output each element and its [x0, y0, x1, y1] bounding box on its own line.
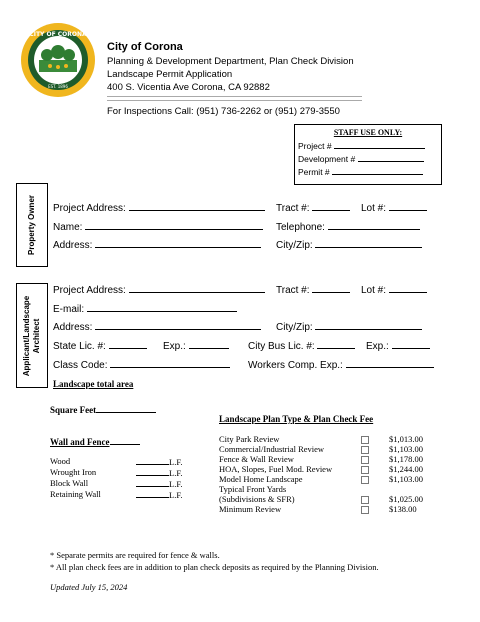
development-number-label: Development # [298, 154, 356, 164]
fee-row [219, 444, 444, 454]
exp1-field[interactable] [189, 339, 229, 349]
owner-address-label: Address: [53, 240, 93, 251]
applicant-project-address-label: Project Address: [53, 285, 126, 296]
wall-item-input[interactable] [136, 489, 183, 501]
wall-item-label: Wrought Iron [50, 467, 97, 477]
applicant-label [22, 295, 42, 375]
state-lic-field[interactable] [109, 339, 147, 349]
applicant-exp1 [163, 339, 229, 352]
owner-city-zip-field[interactable] [315, 238, 422, 248]
fee-row [219, 484, 444, 494]
applicant-address [53, 320, 261, 333]
fee-label: Minimum Review [219, 504, 282, 514]
fee-amount: $1,244.00 [389, 464, 423, 474]
wall-item-label: Block Wall [50, 478, 89, 488]
owner-address [53, 238, 261, 251]
owner-tract [276, 201, 350, 214]
fee-checkbox[interactable] [361, 456, 369, 464]
fee-label: Commercial/Industrial Review [219, 444, 325, 454]
fee-label: Model Home Landscape [219, 474, 303, 484]
applicant-label-line1: Applicant/Landscape [22, 295, 31, 376]
fee-amount: $1,103.00 [389, 444, 423, 454]
staff-use-title: STAFF USE ONLY: [333, 128, 403, 137]
permit-number-field[interactable] [332, 166, 423, 175]
owner-name-label: Name: [53, 222, 83, 233]
fee-row [219, 494, 444, 504]
fee-label: Typical Front Yards [219, 484, 287, 494]
development-number-field[interactable] [358, 153, 424, 162]
applicant-workers-comp [248, 358, 434, 371]
fee-checkbox[interactable] [361, 476, 369, 484]
applicant-lot [361, 283, 427, 296]
fee-amount: $1,013.00 [389, 434, 423, 444]
development-number-row [298, 153, 441, 164]
notes [50, 549, 379, 573]
seal-text-bottom: EST. 1896 [48, 84, 68, 89]
owner-telephone [276, 220, 420, 233]
permit-number-row [298, 166, 441, 177]
applicant-address-label: Address: [53, 322, 93, 333]
owner-city-zip [276, 238, 422, 251]
fee-checkbox[interactable] [361, 446, 369, 454]
applicant-state-lic [53, 339, 147, 352]
class-code-label: Class Code: [53, 360, 108, 371]
applicant-tract-label: Tract #: [276, 285, 310, 296]
fee-table [219, 434, 444, 514]
applicant-city-bus-lic [248, 339, 355, 352]
class-code-field[interactable] [110, 358, 230, 368]
applicant-email-label: E-mail: [53, 304, 85, 315]
page-title: City of Corona [107, 41, 183, 53]
fee-label: (Subdivisions & SFR) [219, 494, 295, 504]
owner-address-field[interactable] [95, 238, 261, 248]
wall-fence-heading-label: Wall and Fence [50, 437, 110, 447]
owner-telephone-label: Telephone: [276, 222, 325, 233]
applicant-address-field[interactable] [95, 320, 261, 330]
fee-checkbox[interactable] [361, 466, 369, 474]
form-title: Landscape Permit Application [107, 69, 233, 80]
applicant-city-zip-field[interactable] [315, 320, 422, 330]
owner-project-address [53, 201, 265, 214]
project-number-row [298, 140, 441, 151]
wall-item-label: Retaining Wall [50, 489, 101, 499]
applicant-class-code [53, 358, 230, 371]
header-divider [107, 96, 362, 101]
address-line: 400 S. Vicentia Ave Corona, CA 92882 [107, 82, 270, 93]
applicant-box [16, 283, 48, 388]
owner-project-address-field[interactable] [129, 201, 265, 211]
applicant-city-zip [276, 320, 422, 333]
fee-amount: $1,103.00 [389, 474, 423, 484]
note-plan-check-fees: * All plan check fees are in addition to plan check deposits as required by the Planning Division. [50, 562, 379, 572]
owner-tract-field[interactable] [312, 201, 350, 211]
city-seal [20, 22, 96, 98]
city-bus-lic-field[interactable] [317, 339, 355, 349]
wall-fence-heading [50, 435, 140, 447]
owner-city-zip-label: City/Zip: [276, 240, 313, 251]
fee-row [219, 504, 444, 514]
project-number-field[interactable] [334, 140, 425, 149]
fee-checkbox[interactable] [361, 496, 369, 504]
fee-checkbox[interactable] [361, 436, 369, 444]
owner-name [53, 220, 263, 233]
landscape-total-area: Landscape total area [53, 379, 134, 389]
workers-comp-label: Workers Comp. Exp.: [248, 360, 343, 371]
fee-row [219, 454, 444, 464]
applicant-lot-label: Lot #: [361, 285, 387, 296]
inspections-line: For Inspections Call: (951) 736-2262 or (951) 279-3550 [107, 106, 340, 117]
fee-checkbox[interactable] [361, 506, 369, 514]
state-lic-label: State Lic. #: [53, 341, 106, 352]
fee-label: City Park Review [219, 434, 280, 444]
applicant-label-line2: Architect [32, 318, 41, 353]
property-owner-label: Property Owner [27, 194, 36, 256]
square-feet-label: Square Feet [50, 405, 97, 415]
wall-item-unit: L.F. [169, 479, 183, 489]
owner-lot [361, 201, 427, 214]
owner-lot-label: Lot #: [361, 203, 387, 214]
permit-number-label: Permit # [298, 167, 330, 177]
plan-type-heading: Landscape Plan Type & Plan Check Fee [219, 414, 374, 424]
note-fence-permits: * Separate permits are required for fence & walls. [50, 550, 220, 560]
applicant-lot-field[interactable] [389, 283, 427, 293]
fee-row [219, 464, 444, 474]
applicant-city-zip-label: City/Zip: [276, 322, 313, 333]
owner-project-address-label: Project Address: [53, 203, 126, 214]
fee-amount: $1,178.00 [389, 454, 423, 464]
seal-text-top: CITY OF CORONA [29, 31, 87, 38]
wall-item-unit: L.F. [169, 490, 183, 500]
applicant-email [53, 302, 237, 315]
fee-row [219, 434, 444, 444]
owner-name-field[interactable] [85, 220, 263, 230]
staff-use-box [294, 124, 442, 185]
applicant-email-field[interactable] [87, 302, 237, 312]
wall-item-unit: L.F. [169, 457, 183, 467]
wall-item-unit: L.F. [169, 468, 183, 478]
owner-lot-field[interactable] [389, 201, 427, 211]
updated-date: Updated July 15, 2024 [50, 582, 128, 592]
wall-fence-heading-rule [110, 435, 140, 445]
applicant-project-address [53, 283, 265, 296]
square-feet-field[interactable] [96, 403, 156, 413]
applicant-tract [276, 283, 350, 296]
fee-label: Fence & Wall Review [219, 454, 294, 464]
square-feet-row [50, 403, 156, 415]
city-bus-lic-label: City Bus Lic. #: [248, 341, 315, 352]
exp2-field[interactable] [392, 339, 430, 349]
property-owner-box [16, 183, 48, 267]
fee-amount: $138.00 [389, 504, 417, 514]
owner-tract-label: Tract #: [276, 203, 310, 214]
applicant-project-address-field[interactable] [129, 283, 265, 293]
header-block [107, 40, 354, 94]
wall-item-label: Wood [50, 456, 71, 466]
exp1-label: Exp.: [163, 341, 186, 352]
fee-amount: $1,025.00 [389, 494, 423, 504]
fee-label: HOA, Slopes, Fuel Mod. Review [219, 464, 333, 474]
owner-telephone-field[interactable] [328, 220, 420, 230]
fee-row [219, 474, 444, 484]
department-line: Planning & Development Department, Plan Check Division [107, 56, 354, 67]
workers-comp-field[interactable] [346, 358, 434, 368]
applicant-exp2 [366, 339, 430, 352]
exp2-label: Exp.: [366, 341, 389, 352]
project-number-label: Project # [298, 141, 332, 151]
applicant-tract-field[interactable] [312, 283, 350, 293]
